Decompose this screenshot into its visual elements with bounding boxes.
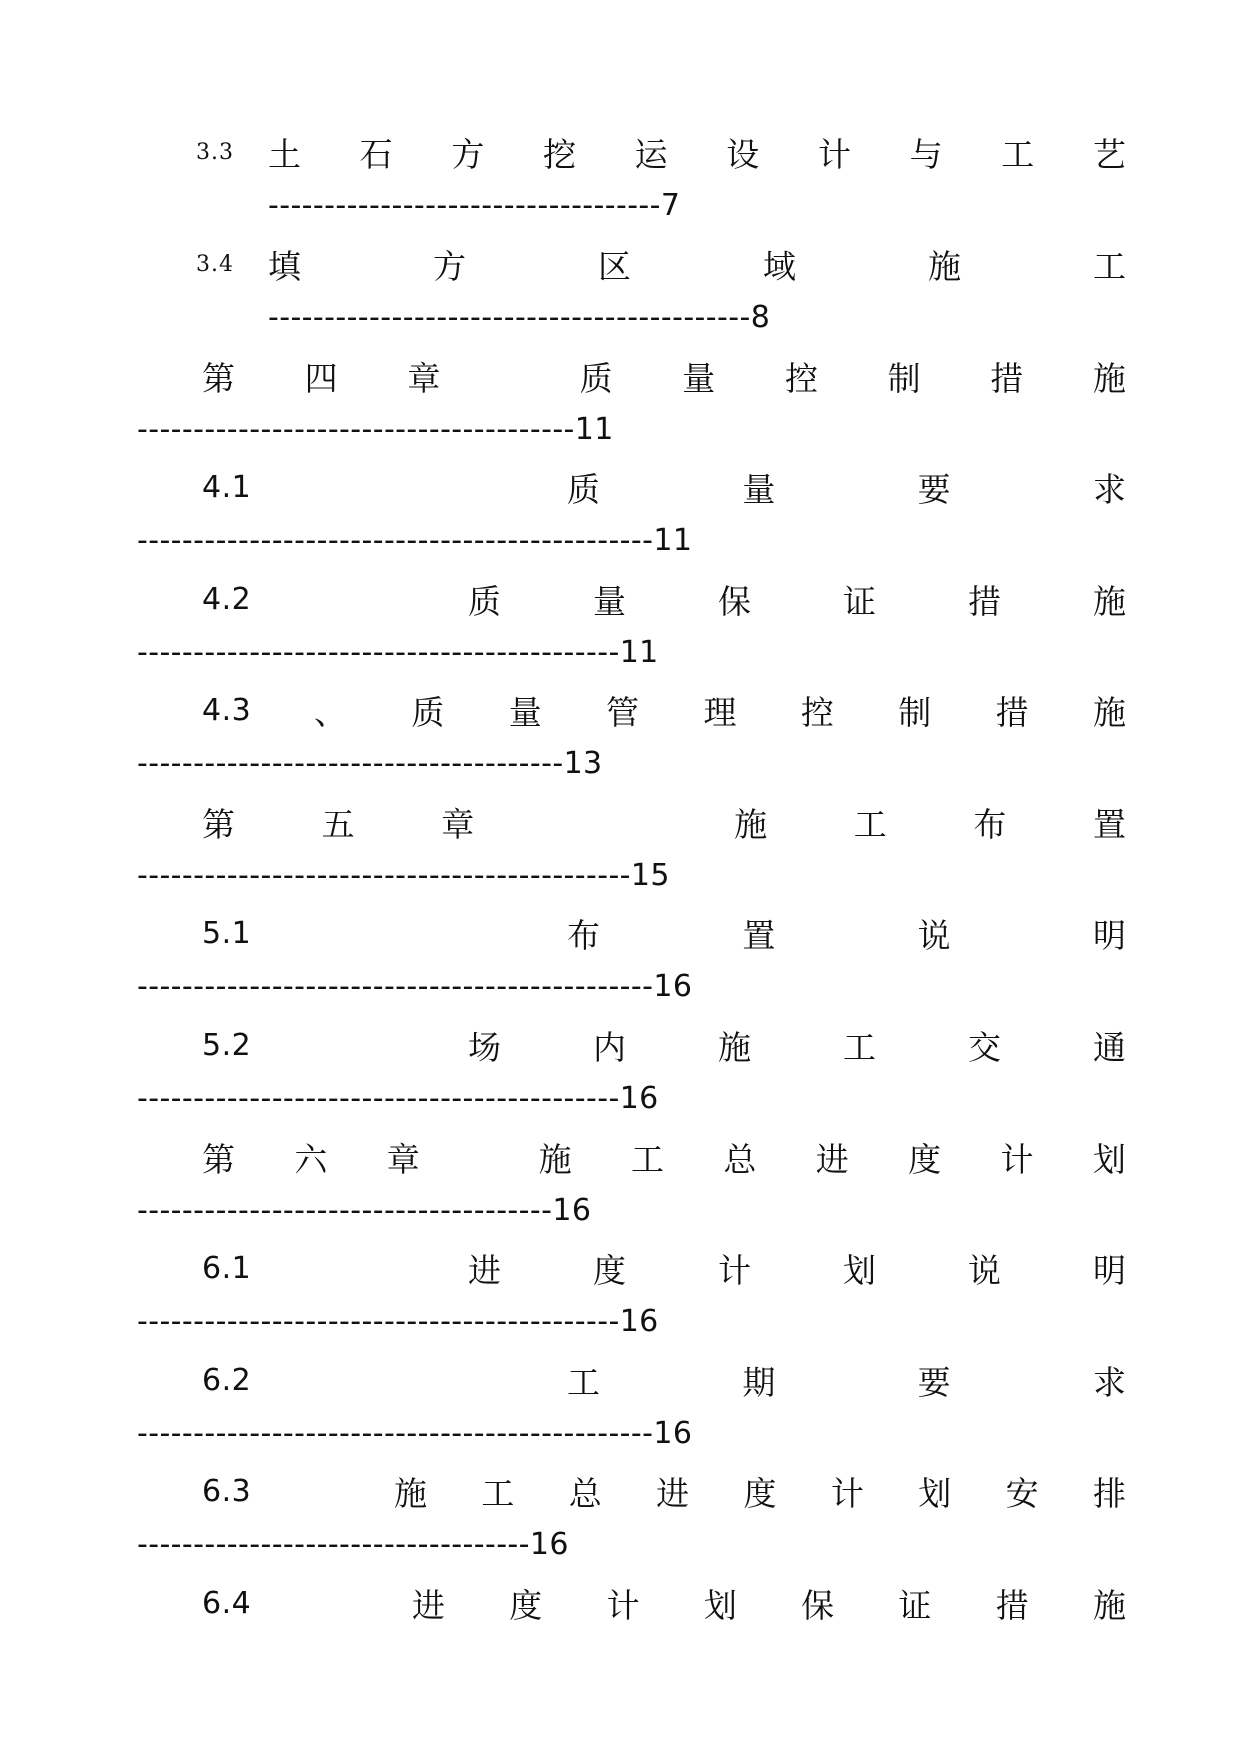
leader-dashes: --------------------------------------- bbox=[137, 411, 575, 447]
leader-dashes: ---------------------------------------------- bbox=[137, 522, 654, 558]
toc-chapter-5-title bbox=[202, 800, 1126, 844]
toc-leader-6-2 bbox=[137, 1413, 692, 1453]
leader-dashes: ------------------------------------- bbox=[137, 1192, 553, 1228]
section-number: 6.4 bbox=[202, 1585, 252, 1621]
page-number: 16 bbox=[619, 1080, 659, 1116]
page-number: 16 bbox=[619, 1303, 659, 1339]
toc-chapter-4-title bbox=[202, 354, 1126, 398]
toc-entry-5-1-title bbox=[202, 911, 1126, 955]
page-number: 7 bbox=[660, 187, 681, 223]
section-number: 6.3 bbox=[202, 1473, 252, 1509]
section-title: 进 度 计 划 说 明 bbox=[468, 1250, 1126, 1290]
leader-dashes: ------------------------------------------- bbox=[137, 634, 620, 670]
section-number: 3.4 bbox=[196, 251, 234, 277]
toc-leader-3-4 bbox=[268, 297, 770, 337]
leader-dashes: ---------------------------------------------- bbox=[137, 968, 654, 1004]
toc-entry-6-1-title bbox=[202, 1246, 1126, 1290]
toc-entry-4-1-title bbox=[202, 465, 1126, 509]
section-number: 4.1 bbox=[202, 469, 252, 505]
section-number: 5.2 bbox=[202, 1027, 252, 1063]
page-number: 8 bbox=[750, 299, 771, 335]
toc-entry-6-4-title bbox=[202, 1581, 1126, 1625]
toc-chapter-6-title bbox=[202, 1135, 1126, 1179]
toc-leader-chapter-4 bbox=[137, 409, 614, 449]
section-number: 6.2 bbox=[202, 1362, 252, 1398]
page-number: 13 bbox=[563, 745, 603, 781]
chapter-title: 第 六 章 施 工 总 进 度 计 划 bbox=[202, 1139, 1126, 1179]
section-number: 4.2 bbox=[202, 581, 252, 617]
leader-dashes: -------------------------------------------- bbox=[137, 857, 631, 893]
section-title: 施 工 总 进 度 计 划 安 排 bbox=[394, 1473, 1126, 1513]
toc-leader-3-3 bbox=[268, 185, 680, 225]
section-title: 、 质 量 管 理 控 制 措 施 bbox=[314, 692, 1126, 732]
page-number: 16 bbox=[653, 1415, 693, 1451]
section-number: 6.1 bbox=[202, 1250, 252, 1286]
toc-leader-5-1 bbox=[137, 966, 692, 1006]
leader-dashes: ----------------------------------- bbox=[268, 187, 661, 223]
toc-leader-4-2 bbox=[137, 632, 659, 672]
toc-entry-4-2-title bbox=[202, 577, 1126, 621]
section-number: 4.3 bbox=[202, 692, 252, 728]
section-title: 布 置 说 明 bbox=[567, 915, 1126, 955]
leader-dashes: ----------------------------------- bbox=[137, 1526, 530, 1562]
page-number: 11 bbox=[653, 522, 693, 558]
toc-entry-6-3-title bbox=[202, 1469, 1126, 1513]
page-number: 16 bbox=[653, 968, 693, 1004]
toc-entry-3-3-title bbox=[196, 130, 1126, 174]
toc-leader-6-1 bbox=[137, 1301, 659, 1341]
leader-dashes: ------------------------------------------- bbox=[137, 1303, 620, 1339]
section-title: 填 方 区 域 施 工 bbox=[268, 246, 1126, 286]
toc-entry-3-4-title bbox=[196, 242, 1126, 286]
section-number: 3.3 bbox=[196, 139, 234, 165]
section-title: 场 内 施 工 交 通 bbox=[468, 1027, 1126, 1067]
section-number: 5.1 bbox=[202, 915, 252, 951]
page-number: 16 bbox=[552, 1192, 592, 1228]
section-title: 工 期 要 求 bbox=[567, 1362, 1126, 1402]
page-number: 11 bbox=[619, 634, 659, 670]
toc-entry-5-2-title bbox=[202, 1023, 1126, 1067]
section-title: 质 量 要 求 bbox=[567, 469, 1126, 509]
toc-leader-6-3 bbox=[137, 1524, 569, 1564]
leader-dashes: ------------------------------------------- bbox=[268, 299, 751, 335]
page-number: 16 bbox=[529, 1526, 569, 1562]
toc-leader-chapter-6 bbox=[137, 1190, 591, 1230]
page-number: 15 bbox=[630, 857, 670, 893]
toc-leader-chapter-5 bbox=[137, 855, 670, 895]
leader-dashes: ---------------------------------------------- bbox=[137, 1415, 654, 1451]
page-number: 11 bbox=[574, 411, 614, 447]
chapter-title: 第 五 章 施 工 布 置 bbox=[202, 804, 1126, 844]
section-title: 土 石 方 挖 运 设 计 与 工 艺 bbox=[268, 134, 1126, 174]
toc-entry-6-2-title bbox=[202, 1358, 1126, 1402]
section-title: 进 度 计 划 保 证 措 施 bbox=[412, 1585, 1126, 1625]
section-title: 质 量 保 证 措 施 bbox=[468, 581, 1126, 621]
leader-dashes: ------------------------------------------- bbox=[137, 1080, 620, 1116]
toc-leader-4-1 bbox=[137, 520, 692, 560]
chapter-title: 第 四 章 质 量 控 制 措 施 bbox=[202, 358, 1126, 398]
toc-entry-4-3-title bbox=[202, 688, 1126, 732]
toc-leader-4-3 bbox=[137, 743, 603, 783]
leader-dashes: -------------------------------------- bbox=[137, 745, 564, 781]
toc-leader-5-2 bbox=[137, 1078, 659, 1118]
